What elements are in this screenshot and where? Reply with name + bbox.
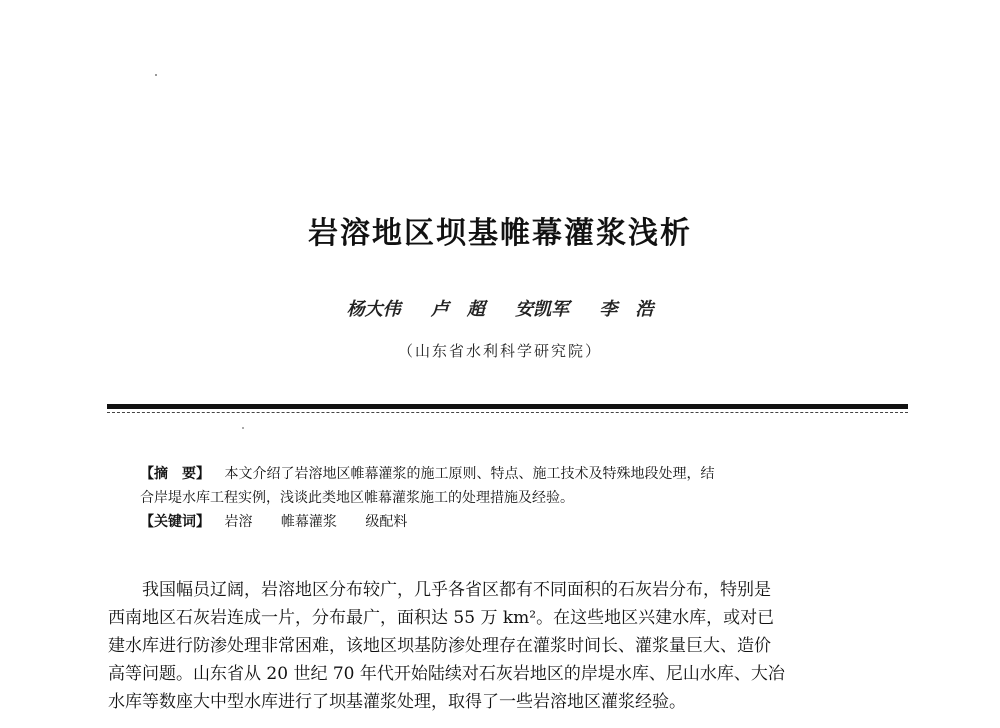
abstract-label: 【摘 要】 — [140, 466, 210, 482]
header-rule-thick — [107, 404, 908, 409]
paper-title: 岩溶地区坝基帷幕灌浆浅析 — [308, 216, 692, 251]
body-line: 高等问题。山东省从 20 世纪 70 年代开始陆续对石灰岩地区的岸堤水库、尼山水库、大冶 — [108, 664, 785, 684]
keywords-label: 【关键词】 — [140, 514, 210, 530]
author-name: 卢 超 — [430, 299, 485, 320]
abstract-line — [140, 462, 870, 486]
header-rule-thin — [107, 412, 908, 413]
author-name: 安凯军 — [515, 299, 570, 320]
author-list — [0, 295, 1000, 321]
body-line: 西南地区石灰岩连成一片，分布最广，面积达 55 万 km²。在这些地区兴建水库，或对已 — [108, 608, 775, 628]
keyword: 岩溶 — [224, 514, 253, 530]
keywords-line — [140, 510, 870, 534]
scan-speck — [155, 74, 157, 76]
author-name: 李 浩 — [599, 299, 654, 320]
body-line: 建水库进行防渗处理非常困难，该地区坝基防渗处理存在灌浆时间长、灌浆量巨大、造价 — [108, 636, 771, 656]
keyword: 级配料 — [365, 514, 408, 530]
keyword: 帷幕灌浆 — [280, 514, 337, 530]
author-name: 杨大伟 — [346, 299, 401, 320]
scan-speck — [242, 427, 244, 429]
body-line: 水库等数座大中型水库进行了坝基灌浆处理，取得了一些岩溶地区灌浆经验。 — [108, 692, 686, 712]
affiliation: （山东省水利科学研究院） — [397, 342, 602, 360]
body-paragraph — [108, 576, 908, 716]
abstract-block — [140, 462, 870, 534]
abstract-line — [140, 486, 870, 510]
abstract-text: 合岸堤水库工程实例，浅谈此类地区帷幕灌浆施工的处理措施及经验。 — [140, 490, 574, 506]
abstract-text: 本文介绍了岩溶地区帷幕灌浆的施工原则、特点、施工技术及特殊地段处理，结 — [224, 466, 715, 482]
body-line: 我国幅员辽阔，岩溶地区分布较广，几乎各省区都有不同面积的石灰岩分布，特别是 — [108, 580, 771, 600]
